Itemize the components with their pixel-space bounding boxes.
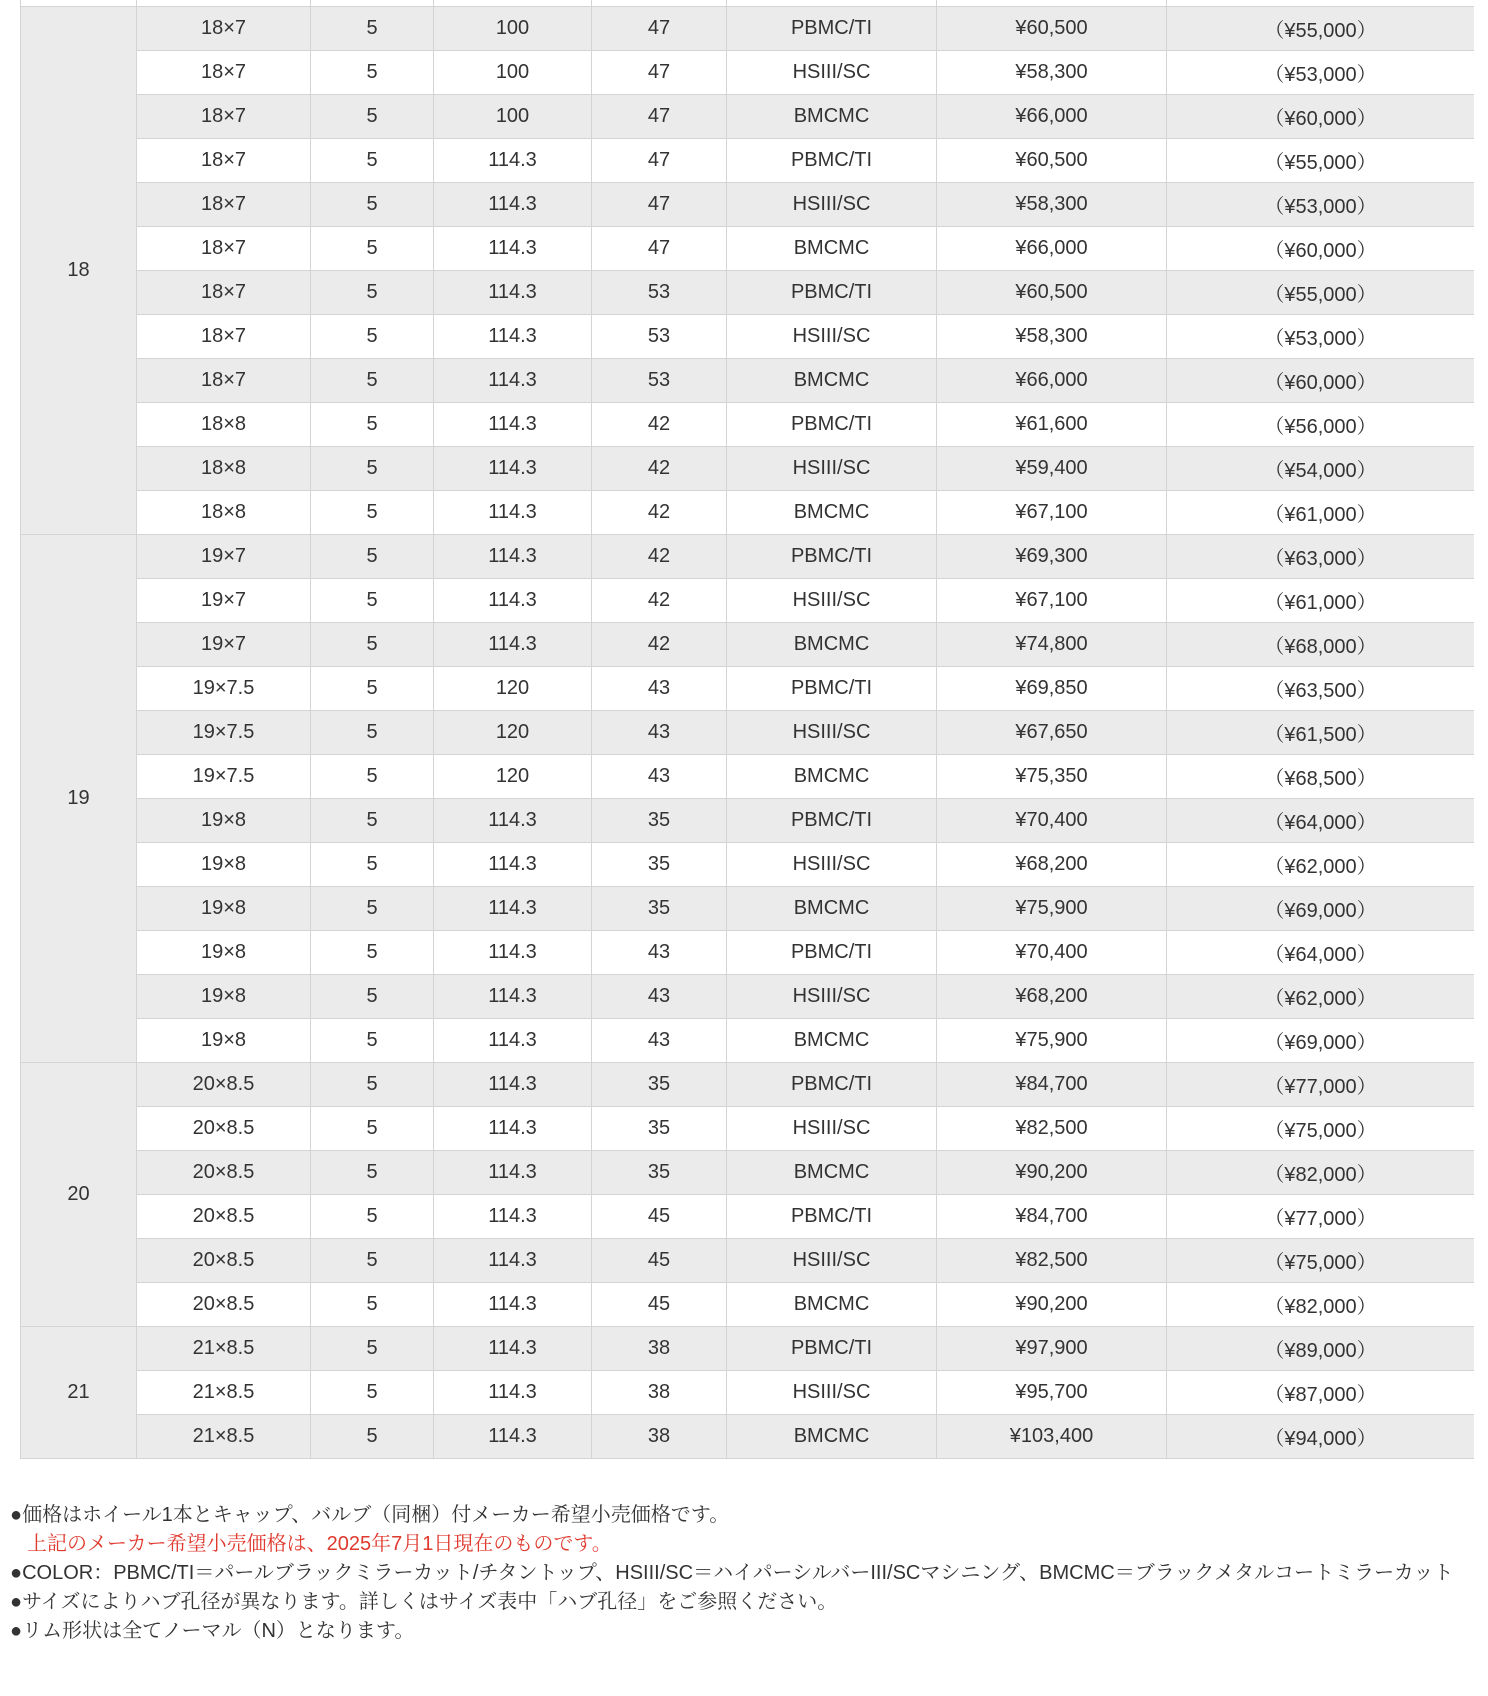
cell-inset: 35 — [592, 887, 727, 931]
table-row — [21, 1239, 1475, 1283]
cell-holes: 5 — [311, 1283, 434, 1327]
table-row — [21, 491, 1475, 535]
cell-holes: 5 — [311, 1063, 434, 1107]
cell-pcd: 114.3 — [434, 843, 592, 887]
table-row — [21, 579, 1475, 623]
cell-color: BMCMC — [727, 1019, 937, 1063]
cell-holes: 5 — [311, 183, 434, 227]
cell-inset: 35 — [592, 799, 727, 843]
table-row — [21, 623, 1475, 667]
cell-holes: 5 — [311, 1019, 434, 1063]
table-row — [21, 1195, 1475, 1239]
cell-inset: 42 — [592, 535, 727, 579]
cell-price: ¥75,900 — [937, 1019, 1167, 1063]
cell-holes: 5 — [311, 843, 434, 887]
cell-holes: 5 — [311, 491, 434, 535]
cell-price: ¥84,700 — [937, 1195, 1167, 1239]
cell-holes: 5 — [311, 535, 434, 579]
cell-color: BMCMC — [727, 1415, 937, 1459]
cell-pcd: 114.3 — [434, 227, 592, 271]
cell-color: PBMC/TI — [727, 799, 937, 843]
table-row — [21, 711, 1475, 755]
table-row — [21, 1019, 1475, 1063]
cell-price-tax-excl: （¥62,000） — [1167, 975, 1475, 1019]
cell-price: ¥58,300 — [937, 315, 1167, 359]
cell-inset: 38 — [592, 1415, 727, 1459]
cell-size: 18×7 — [137, 183, 311, 227]
cell-inset: 35 — [592, 1063, 727, 1107]
cell-price: ¥61,600 — [937, 403, 1167, 447]
cell-price: ¥66,000 — [937, 227, 1167, 271]
cell-price: ¥67,100 — [937, 491, 1167, 535]
cell-price: ¥68,200 — [937, 975, 1167, 1019]
cell-price: ¥69,300 — [937, 535, 1167, 579]
cell-price: ¥84,700 — [937, 1063, 1167, 1107]
cell-color: HSIII/SC — [727, 1371, 937, 1415]
cell-size: 20×8.5 — [137, 1195, 311, 1239]
cell-price: ¥103,400 — [937, 1415, 1167, 1459]
cell-color: BMCMC — [727, 359, 937, 403]
cell-pcd: 114.3 — [434, 1063, 592, 1107]
cell-price-tax-excl: （¥77,000） — [1167, 1063, 1475, 1107]
table-row — [21, 1107, 1475, 1151]
cell-price-tax-excl: （¥87,000） — [1167, 1371, 1475, 1415]
cell-price: ¥70,400 — [937, 931, 1167, 975]
cell-pcd: 114.3 — [434, 1327, 592, 1371]
cell-price-tax-excl: （¥55,000） — [1167, 139, 1475, 183]
cell-price-tax-excl: （¥82,000） — [1167, 1151, 1475, 1195]
cell-holes: 5 — [311, 359, 434, 403]
cell-inset: 42 — [592, 579, 727, 623]
cell-color: HSIII/SC — [727, 975, 937, 1019]
cell-size: 19×8 — [137, 931, 311, 975]
cell-inset: 47 — [592, 183, 727, 227]
cell-holes: 5 — [311, 1327, 434, 1371]
cell-color: PBMC/TI — [727, 1195, 937, 1239]
cell-inset: 42 — [592, 403, 727, 447]
table-row — [21, 931, 1475, 975]
note-price: ●価格はホイール1本とキャップ、バルブ（同梱）付メーカー希望小売価格です。 — [10, 1504, 730, 1526]
table-row — [21, 1371, 1475, 1415]
cell-pcd: 114.3 — [434, 1371, 592, 1415]
cell-inset: 38 — [592, 1371, 727, 1415]
cell-diameter: 19 — [21, 535, 137, 1063]
cell-color: PBMC/TI — [727, 535, 937, 579]
cell-color: HSIII/SC — [727, 711, 937, 755]
cell-size: 19×7.5 — [137, 711, 311, 755]
cell-size: 19×7 — [137, 535, 311, 579]
cell-color: PBMC/TI — [727, 403, 937, 447]
cell-inset: 47 — [592, 51, 727, 95]
cell-holes: 5 — [311, 95, 434, 139]
cell-pcd: 100 — [434, 51, 592, 95]
cell-inset: 47 — [592, 95, 727, 139]
table-row — [21, 755, 1475, 799]
cell-inset: 35 — [592, 843, 727, 887]
cell-pcd: 114.3 — [434, 1239, 592, 1283]
cell-color: BMCMC — [727, 887, 937, 931]
table-row — [21, 139, 1475, 183]
table-row — [21, 359, 1475, 403]
table-row — [21, 799, 1475, 843]
cell-size: 18×7 — [137, 227, 311, 271]
cell-size: 20×8.5 — [137, 1239, 311, 1283]
cell-holes: 5 — [311, 887, 434, 931]
cell-price: ¥97,900 — [937, 1327, 1167, 1371]
cell-price: ¥58,300 — [937, 183, 1167, 227]
cell-color: HSIII/SC — [727, 315, 937, 359]
cell-size: 19×8 — [137, 1019, 311, 1063]
cell-holes: 5 — [311, 667, 434, 711]
cell-pcd: 114.3 — [434, 359, 592, 403]
table-row — [21, 7, 1475, 51]
cell-price-tax-excl: （¥61,500） — [1167, 711, 1475, 755]
cell-price-tax-excl: （¥64,000） — [1167, 799, 1475, 843]
cell-inset: 43 — [592, 975, 727, 1019]
cell-price: ¥66,000 — [937, 359, 1167, 403]
cell-pcd: 100 — [434, 7, 592, 51]
note-hub-bore: ●サイズによりハブ孔径が異なります。詳しくはサイズ表中「ハブ孔径」をご参照ください。 — [10, 1591, 838, 1613]
cell-holes: 5 — [311, 447, 434, 491]
cell-price: ¥82,500 — [937, 1107, 1167, 1151]
cell-price-tax-excl: （¥53,000） — [1167, 51, 1475, 95]
note-color-codes: ●COLOR：PBMC/TI＝パールブラックミラーカット/チタントップ、HSIII/SC＝ハイパーシルバーIII/SCマシニング、BMCMC＝ブラックメタルコートミラーカット — [10, 1562, 1454, 1584]
table-row — [21, 183, 1475, 227]
cell-holes: 5 — [311, 1415, 434, 1459]
cell-holes: 5 — [311, 7, 434, 51]
cell-pcd: 114.3 — [434, 1107, 592, 1151]
cell-price-tax-excl: （¥64,000） — [1167, 931, 1475, 975]
cell-pcd: 114.3 — [434, 315, 592, 359]
cell-price: ¥60,500 — [937, 271, 1167, 315]
cell-holes: 5 — [311, 403, 434, 447]
cell-color: HSIII/SC — [727, 1107, 937, 1151]
cell-size: 18×7 — [137, 95, 311, 139]
cell-price-tax-excl: （¥53,000） — [1167, 183, 1475, 227]
cell-price-tax-excl: （¥55,000） — [1167, 271, 1475, 315]
table-row — [21, 447, 1475, 491]
cell-price: ¥95,700 — [937, 1371, 1167, 1415]
cell-color: PBMC/TI — [727, 1327, 937, 1371]
cell-size: 20×8.5 — [137, 1283, 311, 1327]
cell-size: 21×8.5 — [137, 1371, 311, 1415]
cell-price-tax-excl: （¥75,000） — [1167, 1107, 1475, 1151]
cell-size: 21×8.5 — [137, 1327, 311, 1371]
cell-inset: 53 — [592, 271, 727, 315]
cell-color: PBMC/TI — [727, 931, 937, 975]
table-row — [21, 667, 1475, 711]
table-row — [21, 1415, 1475, 1459]
cell-color: BMCMC — [727, 755, 937, 799]
cell-holes: 5 — [311, 799, 434, 843]
cell-size: 20×8.5 — [137, 1151, 311, 1195]
table-row — [21, 1151, 1475, 1195]
cell-price-tax-excl: （¥89,000） — [1167, 1327, 1475, 1371]
cell-size: 18×8 — [137, 403, 311, 447]
cell-color: HSIII/SC — [727, 447, 937, 491]
cell-pcd: 114.3 — [434, 931, 592, 975]
cell-inset: 38 — [592, 1327, 727, 1371]
cell-price: ¥59,400 — [937, 447, 1167, 491]
cell-price-tax-excl: （¥63,500） — [1167, 667, 1475, 711]
cell-pcd: 114.3 — [434, 491, 592, 535]
cell-color: HSIII/SC — [727, 1239, 937, 1283]
cell-size: 19×8 — [137, 843, 311, 887]
cell-holes: 5 — [311, 1371, 434, 1415]
cell-color: BMCMC — [727, 491, 937, 535]
cell-size: 20×8.5 — [137, 1063, 311, 1107]
cell-pcd: 114.3 — [434, 403, 592, 447]
cell-inset: 35 — [592, 1107, 727, 1151]
cell-price: ¥90,200 — [937, 1151, 1167, 1195]
cell-holes: 5 — [311, 931, 434, 975]
cell-pcd: 114.3 — [434, 1151, 592, 1195]
cell-price: ¥82,500 — [937, 1239, 1167, 1283]
cell-inset: 42 — [592, 491, 727, 535]
table-row — [21, 843, 1475, 887]
table-row — [21, 95, 1475, 139]
cell-price: ¥67,100 — [937, 579, 1167, 623]
cell-holes: 5 — [311, 51, 434, 95]
cell-price-tax-excl: （¥60,000） — [1167, 227, 1475, 271]
cell-price-tax-excl: （¥94,000） — [1167, 1415, 1475, 1459]
cell-diameter: 18 — [21, 7, 137, 535]
cell-price-tax-excl: （¥82,000） — [1167, 1283, 1475, 1327]
cell-price: ¥68,200 — [937, 843, 1167, 887]
table-row — [21, 975, 1475, 1019]
table-row — [21, 315, 1475, 359]
cell-holes: 5 — [311, 271, 434, 315]
cell-price-tax-excl: （¥61,000） — [1167, 491, 1475, 535]
cell-inset: 43 — [592, 667, 727, 711]
table-row — [21, 271, 1475, 315]
table-row — [21, 535, 1475, 579]
cell-inset: 53 — [592, 359, 727, 403]
cell-price-tax-excl: （¥62,000） — [1167, 843, 1475, 887]
cell-pcd: 120 — [434, 667, 592, 711]
cell-price-tax-excl: （¥68,000） — [1167, 623, 1475, 667]
cell-price: ¥74,800 — [937, 623, 1167, 667]
cell-price: ¥60,500 — [937, 139, 1167, 183]
price-table-container — [20, 0, 1474, 1459]
cell-color: HSIII/SC — [727, 579, 937, 623]
cell-holes: 5 — [311, 623, 434, 667]
cell-price: ¥75,350 — [937, 755, 1167, 799]
table-row — [21, 403, 1475, 447]
cell-holes: 5 — [311, 315, 434, 359]
cell-color: PBMC/TI — [727, 271, 937, 315]
table-row — [21, 887, 1475, 931]
cell-holes: 5 — [311, 1151, 434, 1195]
cell-holes: 5 — [311, 227, 434, 271]
cell-inset: 45 — [592, 1239, 727, 1283]
cell-price-tax-excl: （¥69,000） — [1167, 887, 1475, 931]
cell-pcd: 114.3 — [434, 623, 592, 667]
cell-inset: 42 — [592, 447, 727, 491]
cell-inset: 43 — [592, 711, 727, 755]
cell-color: PBMC/TI — [727, 1063, 937, 1107]
cell-inset: 47 — [592, 227, 727, 271]
cell-size: 18×7 — [137, 51, 311, 95]
cell-pcd: 114.3 — [434, 1283, 592, 1327]
cell-color: BMCMC — [727, 1151, 937, 1195]
cell-pcd: 114.3 — [434, 183, 592, 227]
cell-size: 18×7 — [137, 315, 311, 359]
cell-price: ¥75,900 — [937, 887, 1167, 931]
cell-holes: 5 — [311, 975, 434, 1019]
cell-holes: 5 — [311, 1195, 434, 1239]
cell-size: 19×8 — [137, 799, 311, 843]
footnotes — [10, 1501, 1458, 1646]
cell-pcd: 114.3 — [434, 1019, 592, 1063]
cell-price: ¥67,650 — [937, 711, 1167, 755]
cell-size: 19×7 — [137, 623, 311, 667]
cell-pcd: 114.3 — [434, 139, 592, 183]
cell-pcd: 114.3 — [434, 1195, 592, 1239]
cell-size: 18×7 — [137, 7, 311, 51]
cell-price: ¥69,850 — [937, 667, 1167, 711]
cell-price-tax-excl: （¥68,500） — [1167, 755, 1475, 799]
cell-price: ¥90,200 — [937, 1283, 1167, 1327]
cell-pcd: 114.3 — [434, 799, 592, 843]
cell-color: BMCMC — [727, 1283, 937, 1327]
cell-size: 21×8.5 — [137, 1415, 311, 1459]
cell-color: BMCMC — [727, 623, 937, 667]
cell-inset: 45 — [592, 1283, 727, 1327]
cell-size: 18×8 — [137, 447, 311, 491]
cell-price-tax-excl: （¥61,000） — [1167, 579, 1475, 623]
cell-diameter: 20 — [21, 1063, 137, 1327]
cell-size: 19×8 — [137, 887, 311, 931]
cell-pcd: 120 — [434, 755, 592, 799]
cell-price-tax-excl: （¥56,000） — [1167, 403, 1475, 447]
cell-size: 18×7 — [137, 139, 311, 183]
cell-inset: 53 — [592, 315, 727, 359]
cell-size: 19×7.5 — [137, 755, 311, 799]
cell-color: PBMC/TI — [727, 667, 937, 711]
table-row — [21, 1063, 1475, 1107]
cell-price: ¥66,000 — [937, 95, 1167, 139]
cell-inset: 43 — [592, 931, 727, 975]
cell-inset: 42 — [592, 623, 727, 667]
cell-price-tax-excl: （¥60,000） — [1167, 359, 1475, 403]
cell-pcd: 114.3 — [434, 887, 592, 931]
cell-pcd: 114.3 — [434, 447, 592, 491]
cell-size: 19×7.5 — [137, 667, 311, 711]
cell-inset: 43 — [592, 755, 727, 799]
note-rim-shape: ●リム形状は全てノーマル（N）となります。 — [10, 1620, 415, 1642]
cell-diameter: 21 — [21, 1327, 137, 1459]
cell-holes: 5 — [311, 711, 434, 755]
price-table-body — [21, 0, 1475, 1459]
cell-color: BMCMC — [727, 227, 937, 271]
cell-inset: 35 — [592, 1151, 727, 1195]
table-row — [21, 227, 1475, 271]
cell-color: HSIII/SC — [727, 51, 937, 95]
cell-price-tax-excl: （¥63,000） — [1167, 535, 1475, 579]
cell-holes: 5 — [311, 1107, 434, 1151]
cell-size: 19×8 — [137, 975, 311, 1019]
cell-price: ¥60,500 — [937, 7, 1167, 51]
cell-price-tax-excl: （¥77,000） — [1167, 1195, 1475, 1239]
cell-holes: 5 — [311, 755, 434, 799]
price-table — [20, 0, 1474, 1459]
table-row — [21, 51, 1475, 95]
cell-price-tax-excl: （¥55,000） — [1167, 7, 1475, 51]
cell-size: 18×8 — [137, 491, 311, 535]
cell-price-tax-excl: （¥69,000） — [1167, 1019, 1475, 1063]
cell-color: PBMC/TI — [727, 139, 937, 183]
cell-inset: 43 — [592, 1019, 727, 1063]
cell-inset: 45 — [592, 1195, 727, 1239]
cell-price: ¥70,400 — [937, 799, 1167, 843]
note-price-date: 上記のメーカー希望小売価格は、2025年7月1日現在のものです。 — [27, 1533, 612, 1555]
cell-color: HSIII/SC — [727, 183, 937, 227]
cell-size: 20×8.5 — [137, 1107, 311, 1151]
cell-holes: 5 — [311, 1239, 434, 1283]
cell-price-tax-excl: （¥54,000） — [1167, 447, 1475, 491]
cell-pcd: 114.3 — [434, 535, 592, 579]
cell-holes: 5 — [311, 579, 434, 623]
cell-pcd: 114.3 — [434, 975, 592, 1019]
table-row — [21, 1283, 1475, 1327]
cell-size: 18×7 — [137, 271, 311, 315]
cell-size: 18×7 — [137, 359, 311, 403]
cell-inset: 47 — [592, 7, 727, 51]
cell-color: BMCMC — [727, 95, 937, 139]
cell-color: HSIII/SC — [727, 843, 937, 887]
cell-pcd: 114.3 — [434, 1415, 592, 1459]
cell-color: PBMC/TI — [727, 7, 937, 51]
cell-inset: 47 — [592, 139, 727, 183]
cell-holes: 5 — [311, 139, 434, 183]
cell-price-tax-excl: （¥75,000） — [1167, 1239, 1475, 1283]
table-row — [21, 1327, 1475, 1371]
cell-pcd: 114.3 — [434, 579, 592, 623]
cell-pcd: 120 — [434, 711, 592, 755]
cell-price: ¥58,300 — [937, 51, 1167, 95]
cell-price-tax-excl: （¥60,000） — [1167, 95, 1475, 139]
cell-pcd: 114.3 — [434, 271, 592, 315]
cell-size: 19×7 — [137, 579, 311, 623]
cell-price-tax-excl: （¥53,000） — [1167, 315, 1475, 359]
cell-pcd: 100 — [434, 95, 592, 139]
